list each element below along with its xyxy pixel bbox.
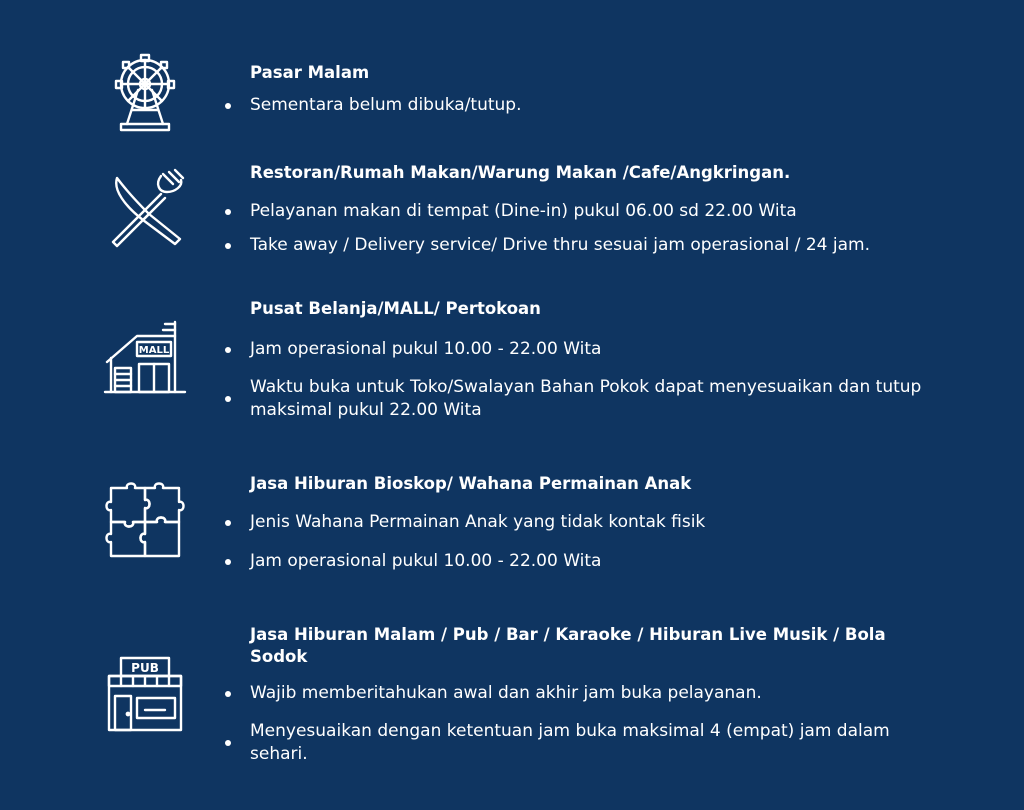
bullet-dot <box>225 740 231 746</box>
bullet-dot <box>225 520 231 526</box>
list-item: Wajib memberitahukan awal dan akhir jam buka pelayanan. <box>222 682 942 705</box>
mall-building-icon <box>103 318 187 402</box>
section-title: Pusat Belanja/MALL/ Pertokoan <box>250 299 541 318</box>
ferris-wheel-icon <box>103 52 187 136</box>
bullet-dot <box>225 691 231 697</box>
svg-text:MALL: MALL <box>138 345 170 356</box>
list-item: Pelayanan makan di tempat (Dine-in) pukul 06.00 sd 22.00 Wita <box>222 200 942 223</box>
bullet-dot <box>225 347 231 353</box>
bullet-dot <box>225 559 231 565</box>
list-item: Waktu buka untuk Toko/Swalayan Bahan Pokok dapat menyesuaikan dan tutup maksimal pukul 22.00 Wita <box>222 376 942 422</box>
list-item: Jam operasional pukul 10.00 - 22.00 Wita <box>222 338 942 361</box>
puzzle-icon <box>103 480 187 564</box>
bullet-dot <box>225 396 231 402</box>
section-title: Pasar Malam <box>250 63 370 82</box>
list-item: Sementara belum dibuka/tutup. <box>222 94 942 117</box>
section-title: Jasa Hiburan Malam / Pub / Bar / Karaoke / Hiburan Live Musik / Bola Sodok <box>250 625 886 666</box>
list-item: Jenis Wahana Permainan Anak yang tidak kontak fisik <box>222 511 942 534</box>
bullet-dot <box>225 243 231 249</box>
list-item: Jam operasional pukul 10.00 - 22.00 Wita <box>222 550 942 573</box>
section-title: Jasa Hiburan Bioskop/ Wahana Permainan Anak <box>250 474 692 493</box>
knife-fork-icon <box>103 168 187 252</box>
section-title: Restoran/Rumah Makan/Warung Makan /Cafe/Angkringan. <box>250 163 791 182</box>
bullet-dot <box>225 209 231 215</box>
bullet-dot <box>225 103 231 109</box>
list-item: Take away / Delivery service/ Drive thru sesuai jam operasional / 24 jam. <box>222 234 942 257</box>
pub-building-icon <box>103 652 187 736</box>
list-item: Menyesuaikan dengan ketentuan jam buka maksimal 4 (empat) jam dalam sehari. <box>222 720 942 766</box>
svg-text:PUB: PUB <box>131 661 159 675</box>
